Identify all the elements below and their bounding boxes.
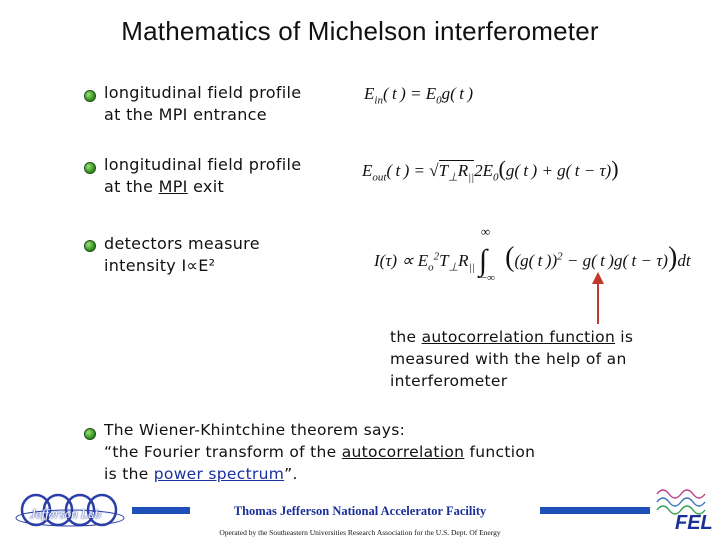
- bullet-1-line1: longitudinal field profile: [104, 83, 302, 102]
- equation-field-in: $E_{in}$( t ) = $E_0g$( t ): [364, 84, 474, 107]
- bullet-2-text: [104, 154, 301, 198]
- theorem-line2: “the Fourier transform of the autocorrelation function: [104, 443, 536, 461]
- autocorrelation-note: [390, 326, 633, 392]
- jefferson-lab-logo: [8, 490, 132, 532]
- theorem-text: [104, 419, 535, 485]
- bullet-3-text: [104, 233, 260, 277]
- theorem-line1: The Wiener-Khintchine theorem says:: [104, 421, 406, 439]
- bullet-1-line2: at the MPI entrance: [104, 105, 267, 124]
- jefferson-lab-logo-text: Jefferson Lab: [30, 506, 102, 521]
- note-line2: measured with the help of an: [390, 350, 627, 368]
- note-line3: interferometer: [390, 372, 508, 390]
- bullet-2-line1: longitudinal field profile: [104, 155, 302, 174]
- bullet-1-icon: [84, 90, 96, 102]
- bullet-1-text: [104, 82, 301, 126]
- bullet-3-line1: detectors measure: [104, 234, 260, 253]
- footer-operated: Operated by the Southeastern Universities Research Association for the U.S. Dept. Of Energy: [219, 528, 501, 537]
- equation-field-out: $E_{out}$( t ) = $√T_\perp R_{||}2E_0(g$( t ) + g( t − τ)): [362, 156, 619, 184]
- fel-logo-text: FEL: [675, 512, 713, 534]
- fel-logo: [655, 486, 715, 538]
- equation-intensity: $I(\tau) \propto E_o^2T_\perp R_{||}$ ∞ ∫ −∞ ((g( t ))$^2$ − g( t )g( t − τ))dt: [374, 224, 691, 284]
- bullet-2-line2: at the MPI exit: [104, 177, 225, 196]
- bullet-3-icon: [84, 240, 96, 252]
- power-spectrum-link[interactable]: power spectrum: [153, 465, 285, 483]
- bullet-2-icon: [84, 162, 96, 174]
- bullet-4-icon: [84, 428, 96, 440]
- theorem-line3: is the power spectrum”.: [104, 465, 298, 483]
- footer-org: Thomas Jefferson National Accelerator Facility: [233, 504, 487, 518]
- note-line1: the autocorrelation function is: [390, 328, 634, 346]
- slide-title: Mathematics of Michelson interferometer: [121, 16, 599, 46]
- bullet-3-line2: intensity I∝E²: [104, 256, 216, 275]
